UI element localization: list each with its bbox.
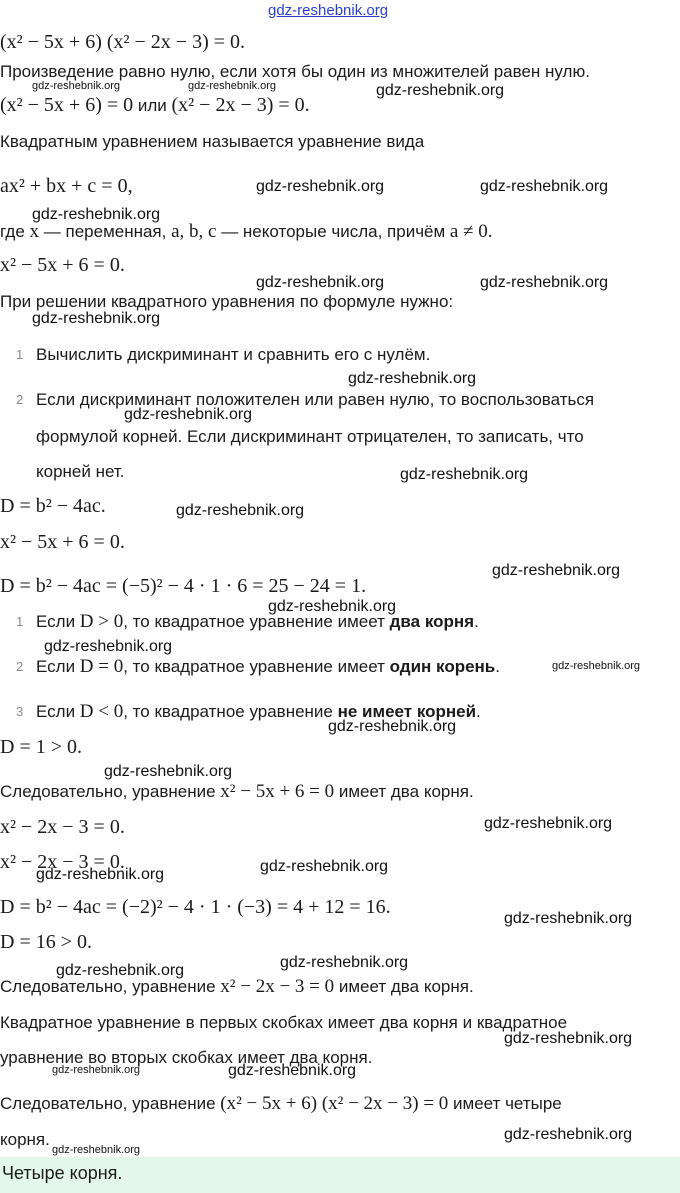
case-1-pre: Если <box>36 612 80 631</box>
watermark: gdz-reshebnik.org <box>504 1126 633 1143</box>
watermark: gdz-reshebnik.org <box>480 274 609 291</box>
discriminant-2-result: D = 16 > 0. <box>0 931 93 953</box>
conclusion-1 <box>0 780 474 804</box>
step-1: Вычислить дискриминант и сравнить его с нулём. <box>36 345 431 364</box>
where-abc: a, b, c <box>171 221 217 242</box>
case-1-mid: , то квадратное уравнение имеет <box>123 612 390 631</box>
where-mid: — переменная, <box>39 222 172 241</box>
watermark: gdz-reshebnik.org <box>480 178 609 195</box>
where-pre: где <box>0 222 30 241</box>
both-brackets-line-2: уравнение во вторых скобках имеет два корня. <box>0 1048 373 1067</box>
formula-intro: При решении квадратного уравнения по формуле нужно: <box>0 292 454 311</box>
equation-1: x² − 5x + 6 = 0. <box>0 254 125 276</box>
watermark: gdz-reshebnik.org <box>376 82 505 99</box>
watermark: gdz-reshebnik.org <box>256 178 385 195</box>
conclusion-2-math: x² − 2x − 3 = 0 <box>220 976 335 997</box>
case-1-bold: два корня <box>389 612 475 631</box>
quadratic-form: ax² + bx + c = 0, <box>0 175 133 197</box>
watermark: gdz-reshebnik.org <box>52 1144 141 1156</box>
final-pre: Следовательно, уравнение <box>0 1094 221 1113</box>
watermark: gdz-reshebnik.org <box>176 502 305 519</box>
case-3-bold: не имеет корней <box>337 702 477 721</box>
watermark: gdz-reshebnik.org <box>228 1062 357 1079</box>
case-2-bold: один корень <box>389 657 496 676</box>
case-3 <box>36 700 481 724</box>
watermark-top[interactable]: gdz-reshebnik.org <box>268 2 389 19</box>
final-math: (x² − 5x + 6) (x² − 2x − 3) = 0 <box>220 1093 449 1114</box>
case-3-end: . <box>476 702 481 721</box>
product-rule-text: Произведение равно нулю, если хотя бы один из множителей равен нулю. <box>0 62 590 81</box>
watermark: gdz-reshebnik.org <box>280 954 409 971</box>
case-1 <box>36 610 479 634</box>
case-2-pre: Если <box>36 657 80 676</box>
conclusion-1-pre: Следовательно, уравнение <box>0 782 221 801</box>
equation-main: (x² − 5x + 6) (x² − 2x − 3) = 0. <box>0 31 246 53</box>
case-number: 1 <box>16 614 24 629</box>
watermark: gdz-reshebnik.org <box>124 406 253 423</box>
answer-text: Четыре корня. <box>2 1163 123 1183</box>
watermark: gdz-reshebnik.org <box>56 962 185 979</box>
conclusion-2-post: имеет два корня. <box>334 977 474 996</box>
where-x: x <box>29 221 40 242</box>
equation-1-repeat: x² − 5x + 6 = 0. <box>0 531 125 553</box>
final-conclusion <box>0 1092 562 1116</box>
final-conclusion-line-2: корня. <box>0 1130 50 1149</box>
case-3-math: D < 0 <box>79 701 124 722</box>
case-1-math: D > 0 <box>79 611 124 632</box>
watermark: gdz-reshebnik.org <box>36 866 165 883</box>
case-3-mid: , то квадратное уравнение <box>123 702 338 721</box>
conclusion-1-post: имеет два корня. <box>334 782 474 801</box>
watermark: gdz-reshebnik.org <box>256 274 385 291</box>
conclusion-2-pre: Следовательно, уравнение <box>0 977 221 996</box>
split-eq-b: (x² − 2x − 3) = 0. <box>171 94 310 116</box>
case-1-end: . <box>474 612 479 631</box>
watermark: gdz-reshebnik.org <box>552 660 641 672</box>
conclusion-2 <box>0 975 474 999</box>
equation-2-repeat: x² − 2x − 3 = 0. <box>0 851 125 873</box>
watermark: gdz-reshebnik.org <box>504 1030 633 1047</box>
watermark: gdz-reshebnik.org <box>328 718 457 735</box>
watermark: gdz-reshebnik.org <box>260 858 389 875</box>
watermark: gdz-reshebnik.org <box>348 370 477 387</box>
both-brackets-line-1: Квадратное уравнение в первых скобках имеет два корня и квадратное <box>0 1013 568 1032</box>
final-post: имеет четыре <box>448 1094 562 1113</box>
split-equations <box>0 93 310 118</box>
watermark: gdz-reshebnik.org <box>32 80 121 92</box>
step-number: 1 <box>16 347 24 362</box>
watermark: gdz-reshebnik.org <box>32 310 161 327</box>
step-number: 2 <box>16 392 24 407</box>
watermark: gdz-reshebnik.org <box>484 815 613 832</box>
step-2-line-3: корней нет. <box>36 462 125 481</box>
watermark: gdz-reshebnik.org <box>400 466 529 483</box>
case-number: 2 <box>16 659 24 674</box>
step-2-line-2: формулой корней. Если дискриминант отрицателен, то записать, что <box>36 427 584 446</box>
watermark: gdz-reshebnik.org <box>188 80 277 92</box>
case-2-mid: , то квадратное уравнение имеет <box>123 657 390 676</box>
answer-box <box>0 1157 680 1193</box>
where-cond: a ≠ 0. <box>449 221 493 242</box>
watermark: gdz-reshebnik.org <box>268 598 397 615</box>
watermark: gdz-reshebnik.org <box>492 562 621 579</box>
discriminant-1-result: D = 1 > 0. <box>0 736 83 758</box>
case-2-math: D = 0 <box>79 656 124 677</box>
conclusion-1-math: x² − 5x + 6 = 0 <box>220 781 335 802</box>
watermark: gdz-reshebnik.org <box>44 638 173 655</box>
case-number: 3 <box>16 704 24 719</box>
split-eq-a: (x² − 5x + 6) = 0 <box>0 94 134 116</box>
discriminant-2-calc: D = b² − 4ac = (−2)² − 4 · 1 · (−3) = 4 + 12 = 16. <box>0 896 391 918</box>
watermark: gdz-reshebnik.org <box>504 910 633 927</box>
discriminant-1-calc: D = b² − 4ac = (−5)² − 4 · 1 · 6 = 25 − 24 = 1. <box>0 575 367 597</box>
equation-2: x² − 2x − 3 = 0. <box>0 816 125 838</box>
split-or: или <box>133 96 172 115</box>
discriminant-formula: D = b² − 4ac. <box>0 495 106 517</box>
step-2-line-1: Если дискриминант положителен или равен нулю, то воспользоваться <box>36 390 595 409</box>
where-clause <box>0 220 493 244</box>
quadratic-definition: Квадратным уравнением называется уравнение вида <box>0 132 425 151</box>
watermark: gdz-reshebnik.org <box>52 1064 141 1076</box>
watermark: gdz-reshebnik.org <box>32 206 161 223</box>
case-2-end: . <box>495 657 500 676</box>
watermark: gdz-reshebnik.org <box>104 763 233 780</box>
case-2 <box>36 655 500 679</box>
case-3-pre: Если <box>36 702 80 721</box>
where-post: — некоторые числа, причём <box>216 222 450 241</box>
